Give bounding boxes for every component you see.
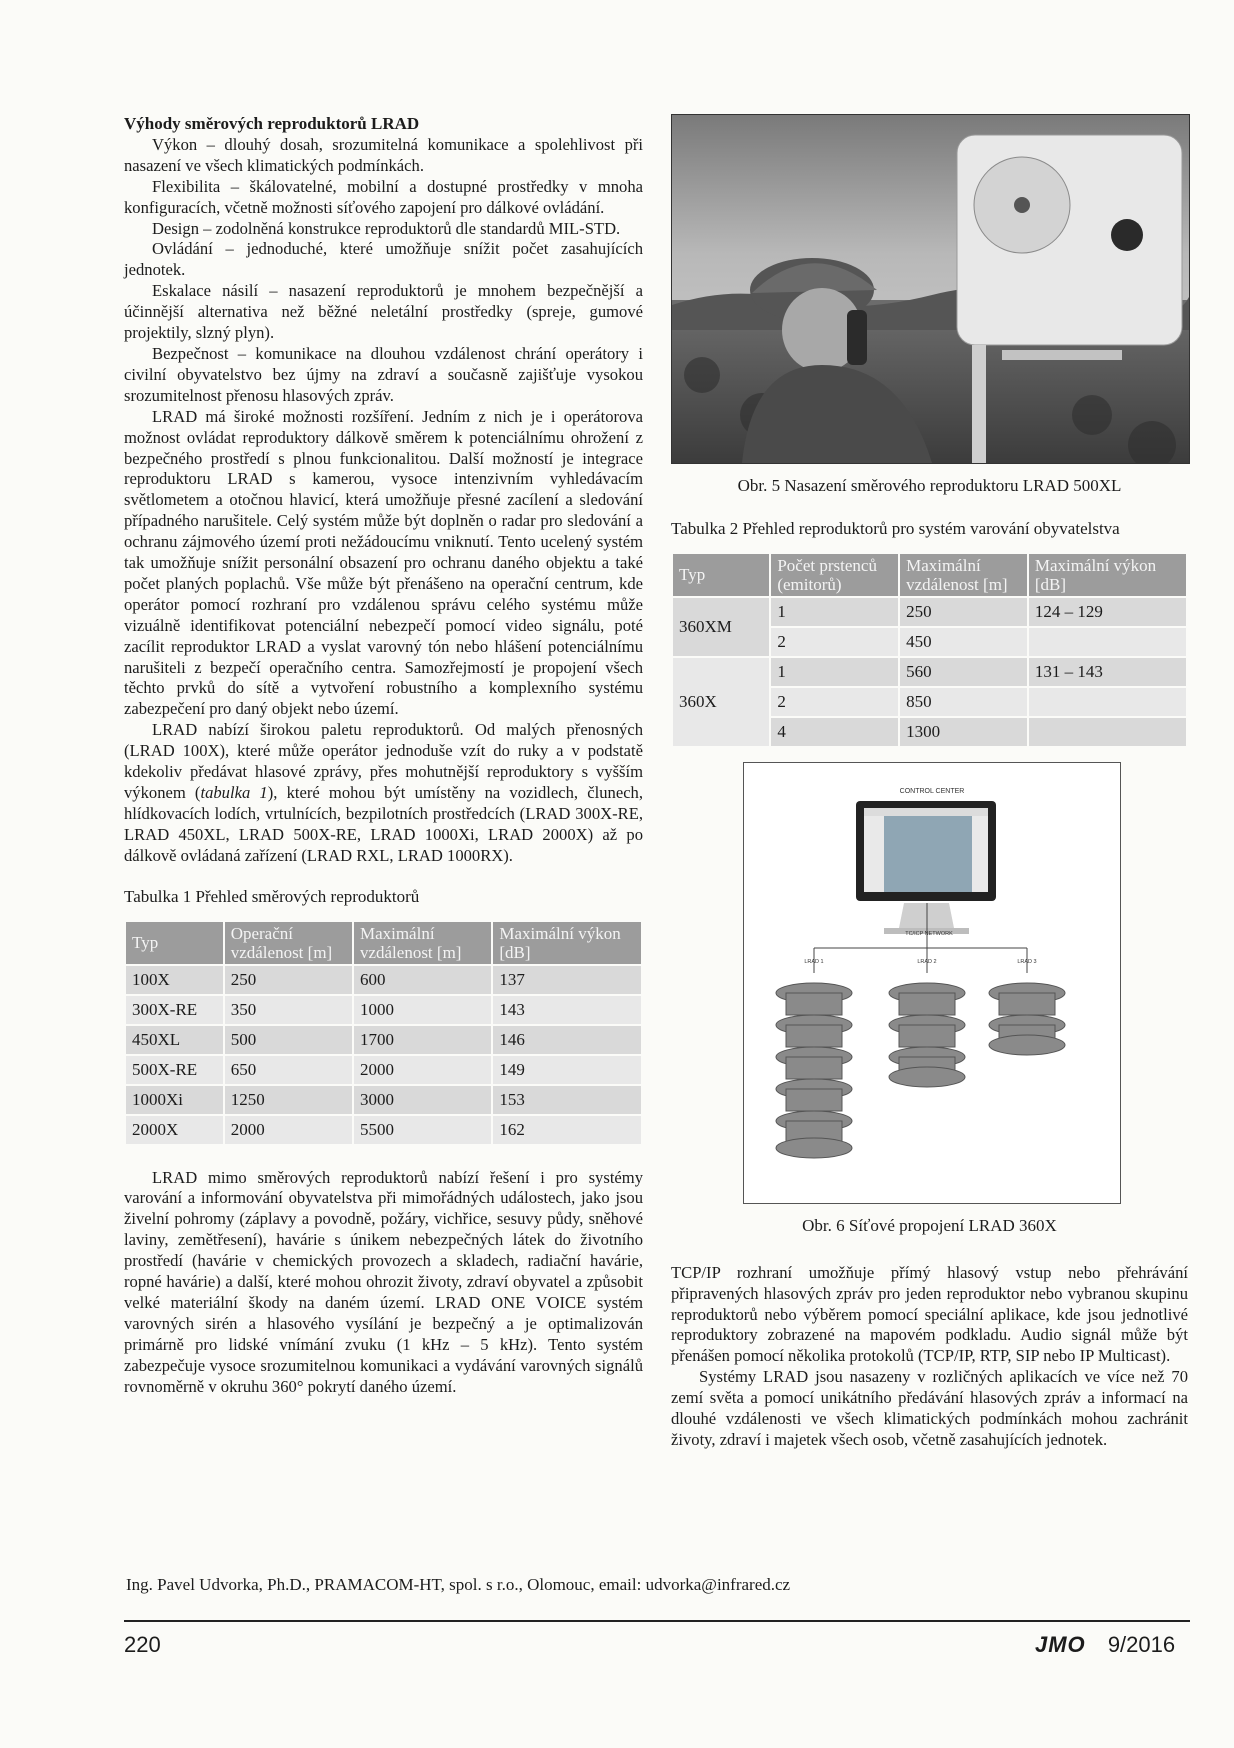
- table-cell: 1: [771, 598, 898, 626]
- table-cell: 2: [771, 688, 898, 716]
- table-cell: 1250: [225, 1086, 352, 1114]
- table-cell: 2000X: [126, 1116, 223, 1144]
- table-cell: 1000: [354, 996, 491, 1024]
- network-diagram-illustration: [744, 763, 1120, 1203]
- table-row: [126, 996, 641, 1024]
- issue-number: 9/2016: [1107, 1632, 1176, 1657]
- table-cell: 500: [225, 1026, 352, 1054]
- table-cell: 137: [493, 966, 641, 994]
- table-cell: 143: [493, 996, 641, 1024]
- paragraph: Ovládání – jednoduché, které umožňuje snížit počet zasahujících jednotek.: [124, 239, 643, 280]
- table-cell: 124 – 129: [1029, 598, 1186, 626]
- footer-divider: [124, 1620, 1190, 1622]
- table2-caption: Tabulka 2 Přehled reproduktorů pro systém varování obyvatelstva: [671, 518, 1120, 538]
- table-cell: 162: [493, 1116, 641, 1144]
- table-cell: 3000: [354, 1086, 491, 1114]
- table-cell: 2: [771, 628, 898, 656]
- table-cell: 100X: [126, 966, 223, 994]
- table-cell: 4: [771, 718, 898, 746]
- photo-lrad-500xl: [671, 114, 1190, 464]
- table-cell: 149: [493, 1056, 641, 1084]
- table1-header: Operační vzdálenost [m]: [225, 922, 352, 964]
- figure6-caption: Obr. 6 Síťové propojení LRAD 360X: [802, 1215, 1057, 1235]
- paragraph: Bezpečnost – komunikace na dlouhou vzdálenost chrání operátory i civilní obyvatelstvo bez újmy na zdraví a současně zajišťuje vysokou srozumitelnost přenosu hlasových zpráv.: [124, 343, 643, 405]
- table2-header: Počet prstenců (emitorů): [771, 554, 898, 596]
- paragraph: Systémy LRAD jsou nasazeny v rozličných aplikacích ve více než 70 zemí světa a pomocí unikátního předávání hlasových zpráv a informací na dlouhé vzdálenosti ve všech klimatických podmínkách mohou zachránit životy, zdraví i majetek všech osob, včetně zasahujících jednotek.: [671, 1367, 1188, 1449]
- table-cell: 131 – 143: [1029, 658, 1186, 686]
- paragraph: TCP/IP rozhraní umožňuje přímý hlasový vstup nebo přehrávání připravených hlasových zpráv pro jeden reproduktor nebo vybranou skupinu reproduktorů nebo výběrem pomocí speciální aplikace, kde jsou jednotlivé reproduktory zobrazené na mapovém podkladu. Audio signál může být přenášen pomocí několika protokolů (TCP/IP, RTP, SIP nebo IP Multicast).: [671, 1262, 1188, 1366]
- left-column: [124, 114, 643, 1398]
- table-cell: 250: [900, 598, 1027, 626]
- table-cell: [1029, 628, 1186, 656]
- table2-header: Maximální výkon [dB]: [1029, 554, 1186, 596]
- paragraph: Eskalace násilí – nasazení reproduktorů je mnohem bezpečnější a účinnější alternativa než běžné neletální prostředky (spreje, gumové projektily, slzný plyn).: [124, 281, 643, 343]
- paragraph: Výkon – dlouhý dosah, srozumitelná komunikace a spolehlivost při nasazení ve všech klimatických podmínkách.: [124, 134, 643, 175]
- right-column: [671, 114, 1188, 1451]
- table-row: [126, 1056, 641, 1084]
- table-cell: 153: [493, 1086, 641, 1114]
- control-center-label: CONTROL CENTER: [899, 787, 965, 795]
- table-cell: 850: [900, 688, 1027, 716]
- table1-header: Maximální vzdálenost [m]: [354, 922, 491, 964]
- table-cell: 450XL: [126, 1026, 223, 1054]
- table-row: [673, 598, 1186, 626]
- table-cell-type: 360X: [673, 658, 769, 746]
- paragraph: [124, 720, 643, 866]
- node-label: LRAD 3: [1017, 958, 1037, 965]
- paragraph: Flexibilita – škálovatelné, mobilní a dostupné prostředky v mnoha konfiguracích, včetně možnosti síťového zapojení pro dálkové ovládání.: [124, 176, 643, 217]
- table2-header: Typ: [673, 554, 769, 596]
- table-cell: 450: [900, 628, 1027, 656]
- network-label: TC/ICP NETWORK: [905, 930, 953, 937]
- table-cell: 500X-RE: [126, 1056, 223, 1084]
- table1-caption: Tabulka 1 Přehled směrových reproduktorů: [124, 886, 420, 906]
- paragraph: LRAD mimo směrových reproduktorů nabízí řešení i pro systémy varování a informování obyvatelstva při mimořádných událostech, jako jsou živelní pohromy (záplavy a povodně, požáry, vichřice, sesuvy půdy, sněhové laviny, zemětřesení), havárie s únikem nebezpečných látek do životního prostředí (havárie v chemických provozech a skladech, radiační havárie, ropné havárie) a další, které mohou ohrozit životy, zdraví obyvatel a způsobit velké materiální škody na daném území. LRAD ONE VOICE systém varovných sirén a hlasového vysílání je bezpečný a je optimalizován primárně pro lidské vnímání zvuku (1 kHz – 5 kHz). Tento systém zabezpečuje vysoce srozumitelnou komunikaci a vydávání varovných signálů rovnoměrně v okruhu 360° pokrytí daného území.: [124, 1167, 643, 1396]
- table-cell: 350: [225, 996, 352, 1024]
- table-cell: 2000: [354, 1056, 491, 1084]
- table-cell: 600: [354, 966, 491, 994]
- paragraph-text: ), které mohou být umístěny na vozidlech, člunech, hlídkovacích lodích, vrtulnících, bezpilotních prostředcích (LRAD 300X-RE, LRAD 450XL, LRAD 500X-RE, LRAD 1000Xi, LRAD 2000X) až po dálkově ovládaná zařízení (LRAD RXL, LRAD 1000RX).: [124, 783, 643, 865]
- journal-info: [1035, 1632, 1175, 1658]
- table-cell-type: 360XM: [673, 598, 769, 656]
- author-line: Ing. Pavel Udvorka, Ph.D., PRAMACOM-HT, spol. s r.o., Olomouc, email: udvorka@infrared.cz: [126, 1575, 791, 1594]
- paragraph-text: LRAD nabízí širokou paletu reproduktorů. Od malých přenosných (LRAD 100X), které může operátor jednoduše vzít do ruky a v podstatě kdekoliv předávat hlasové zprávy, přes mohutnější reproduktory s vyšším výkonem (: [124, 720, 643, 802]
- node-label: LRAD 1: [804, 958, 824, 965]
- table-cell: 1: [771, 658, 898, 686]
- journal-logo: JMO: [1035, 1632, 1086, 1657]
- page-number: 220: [124, 1632, 161, 1657]
- table-cell: 2000: [225, 1116, 352, 1144]
- field-photo-illustration: [672, 115, 1189, 463]
- table-row: [126, 1116, 641, 1144]
- node-label: LRAD 2: [917, 958, 937, 965]
- figure5-caption: Obr. 5 Nasazení směrového reproduktoru LRAD 500XL: [737, 476, 1122, 495]
- table-row: [126, 966, 641, 994]
- section-heading: Výhody směrových reproduktorů LRAD: [124, 114, 420, 133]
- table-cell: 650: [225, 1056, 352, 1084]
- table-cell: 1700: [354, 1026, 491, 1054]
- table-row: [673, 658, 1186, 686]
- table-row: [126, 1086, 641, 1114]
- table-row: [126, 1026, 641, 1054]
- table-cell: 5500: [354, 1116, 491, 1144]
- table-cell: [1029, 688, 1186, 716]
- paragraph: LRAD má široké možnosti rozšíření. Jedním z nich je i operátorova možnost ovládat reproduktory dálkově směrem k potenciálnímu ohrožení z bezpečného prostředí s plnou funkcionalitou. Další možností je integrace reproduktoru LRAD s kamerou, vysoce intenzivním vyhledávacím světlometem a otočnou hlavicí, která umožňuje přesné zacílení a sledování případného narušitele. Celý systém může být doplněn o radar pro sledování a ochranu zájmového území proti nežádoucímu vniknutí. Tento ucelený systém tak umožňuje snížit personální obsazení pro ochranu daného objektu a také počet planých poplachů. Vše může být přenášeno na operační centrum, kde operátor pomocí rozhraní pro vzdálenou správu celého systému může vizuálně identifikovat potenciální nebezpečí pomocí video signálu, poté zacílit reproduktor LRAD a vyslat varovný tón nebo hlášení potenciálnímu narušiteli z bezpečí operačního centra. Samozřejmostí je propojení všech těchto prvků do sítě a vytvoření robustního a komplexního systému zabezpečení pro daný objekt nebo území.: [124, 406, 643, 719]
- table-cell: [1029, 718, 1186, 746]
- table1: [124, 920, 643, 1146]
- network-diagram: [743, 762, 1121, 1204]
- table-cell: 1000Xi: [126, 1086, 223, 1114]
- table-cell: 560: [900, 658, 1027, 686]
- table-cell: 250: [225, 966, 352, 994]
- table-cell: 146: [493, 1026, 641, 1054]
- table2: [671, 552, 1188, 748]
- paragraph: Design – zodolněná konstrukce reproduktorů dle standardů MIL-STD.: [152, 218, 621, 238]
- table-cell: 1300: [900, 718, 1027, 746]
- table1-header: Maximální výkon [dB]: [493, 922, 641, 964]
- table2-header: Maximální vzdálenost [m]: [900, 554, 1027, 596]
- table1-header: Typ: [126, 922, 223, 964]
- table-cell: 300X-RE: [126, 996, 223, 1024]
- table-reference: tabulka 1: [200, 783, 268, 802]
